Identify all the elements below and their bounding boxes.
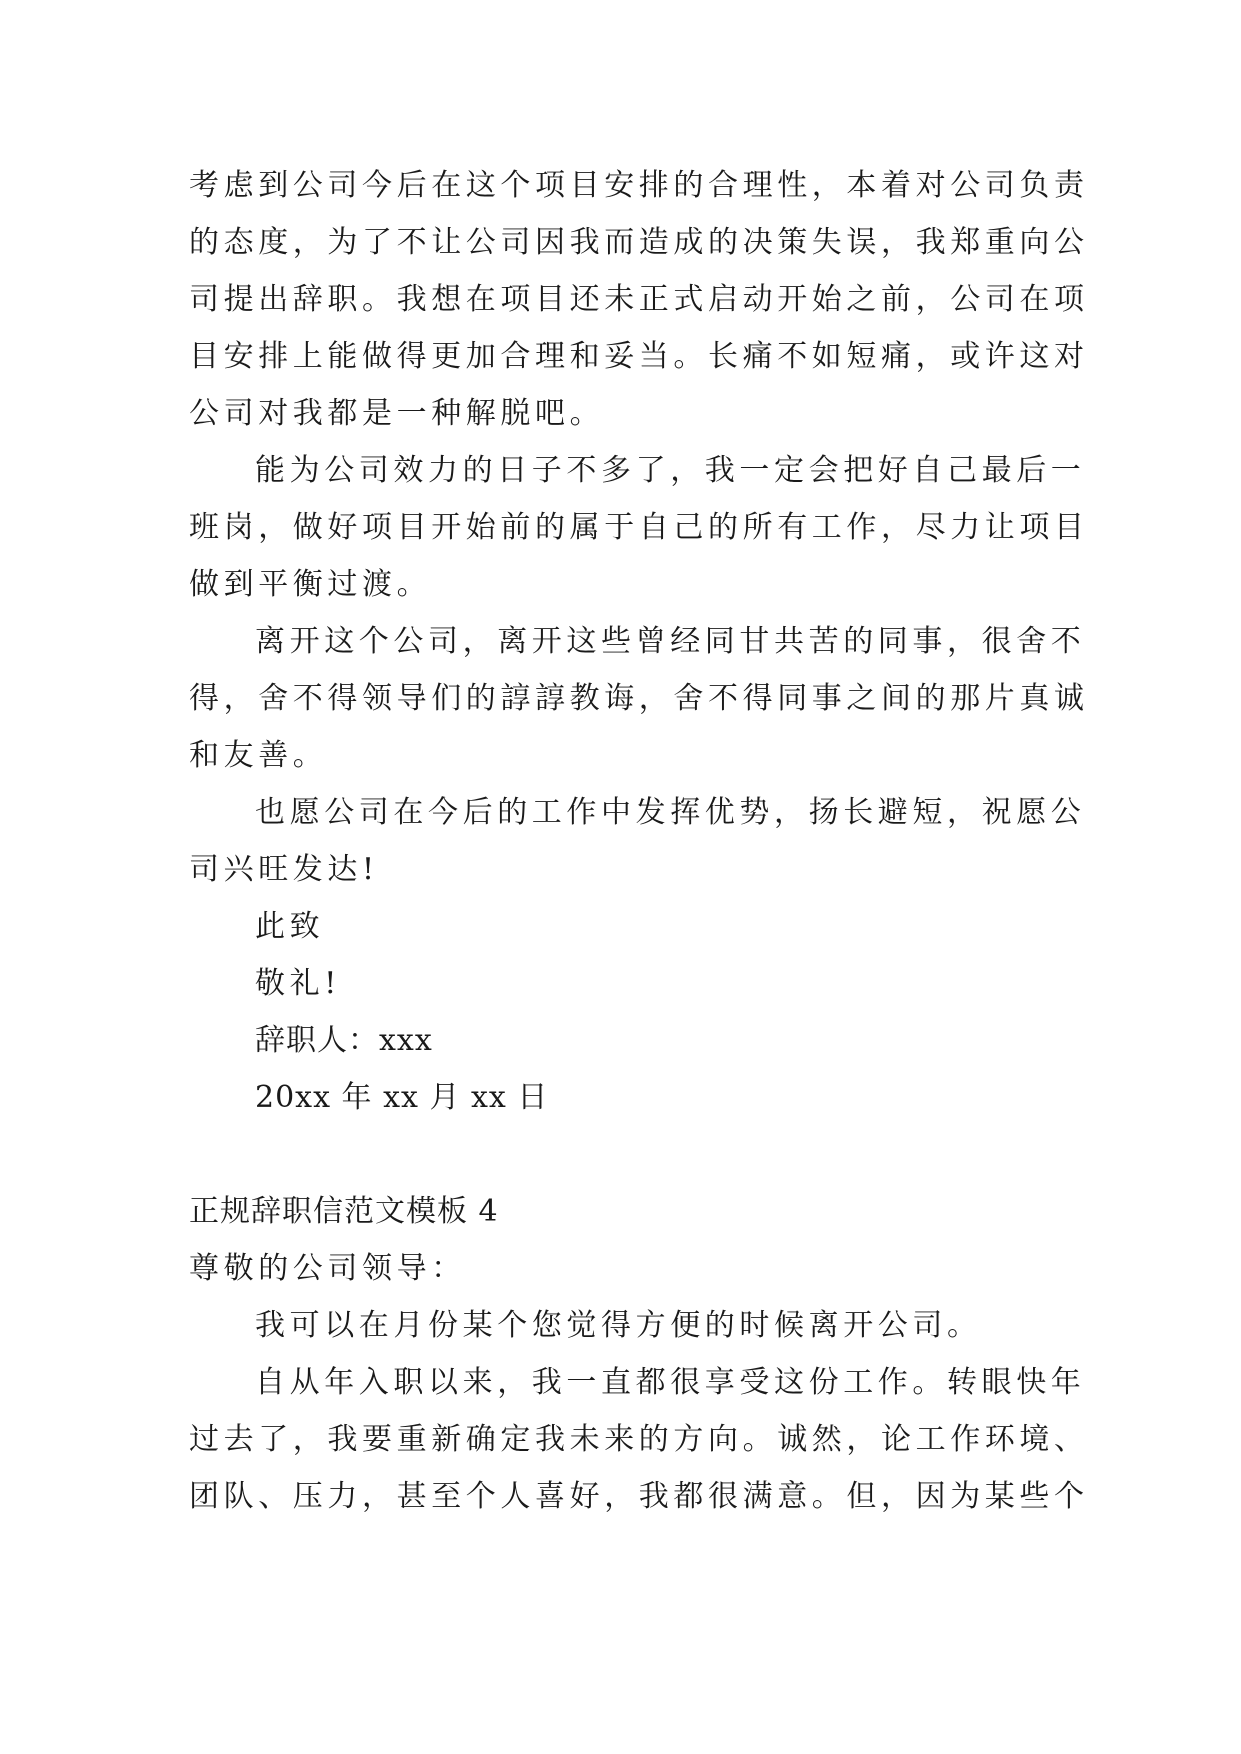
paragraph-line: 团队、压力，甚至个人喜好，我都很满意。但，因为某些个 — [189, 1479, 1089, 1514]
paragraph-line: 司提出辞职。我想在项目还未正式启动开始之前，公司在项 — [189, 282, 1089, 317]
paragraph-line: 得，舍不得领导们的諄諄教诲，舍不得同事之间的那片真诚 — [189, 681, 1089, 716]
paragraph-line: 也愿公司在今后的工作中发挥优势，扬长避短，祝愿公 — [255, 795, 1086, 830]
paragraph-line: 目安排上能做得更加合理和妥当。长痛不如短痛，或许这对 — [189, 339, 1089, 374]
paragraph-line: 离开这个公司，离开这些曾经同甘共苦的同事，很舍不 — [255, 624, 1086, 659]
paragraph-line: 自从年入职以来，我一直都很享受这份工作。转眼快年 — [255, 1365, 1086, 1400]
paragraph-line: 班岗，做好项目开始前的属于自己的所有工作，尽力让项目 — [189, 510, 1089, 545]
paragraph-line: 过去了，我要重新确定我未来的方向。诚然，论工作环境、 — [189, 1422, 1089, 1457]
salutation: 尊敬的公司领导： — [189, 1251, 466, 1286]
closing-line-2: 敬礼! — [255, 966, 341, 1001]
paragraph-line: 和友善。 — [189, 738, 328, 773]
paragraph-line: 的态度，为了不让公司因我而造成的决策失误，我郑重向公 — [189, 225, 1089, 260]
section-title: 正规辞职信范文模板 4 — [189, 1194, 499, 1229]
paragraph-line: 公司对我都是一种解脱吧。 — [189, 396, 605, 431]
signature-line: 辞职人：xxx — [255, 1023, 433, 1058]
paragraph-line: 我可以在月份某个您觉得方便的时候离开公司。 — [255, 1308, 982, 1343]
paragraph-line: 考虑到公司今后在这个项目安排的合理性，本着对公司负责 — [189, 168, 1089, 203]
closing-line-1: 此致 — [255, 909, 325, 944]
paragraph-line: 做到平衡过渡。 — [189, 567, 432, 602]
date-line: 20xx 年 xx 月 xx 日 — [255, 1080, 549, 1115]
paragraph-line: 司兴旺发达! — [189, 852, 379, 887]
paragraph-line: 能为公司效力的日子不多了，我一定会把好自己最后一 — [255, 453, 1086, 488]
